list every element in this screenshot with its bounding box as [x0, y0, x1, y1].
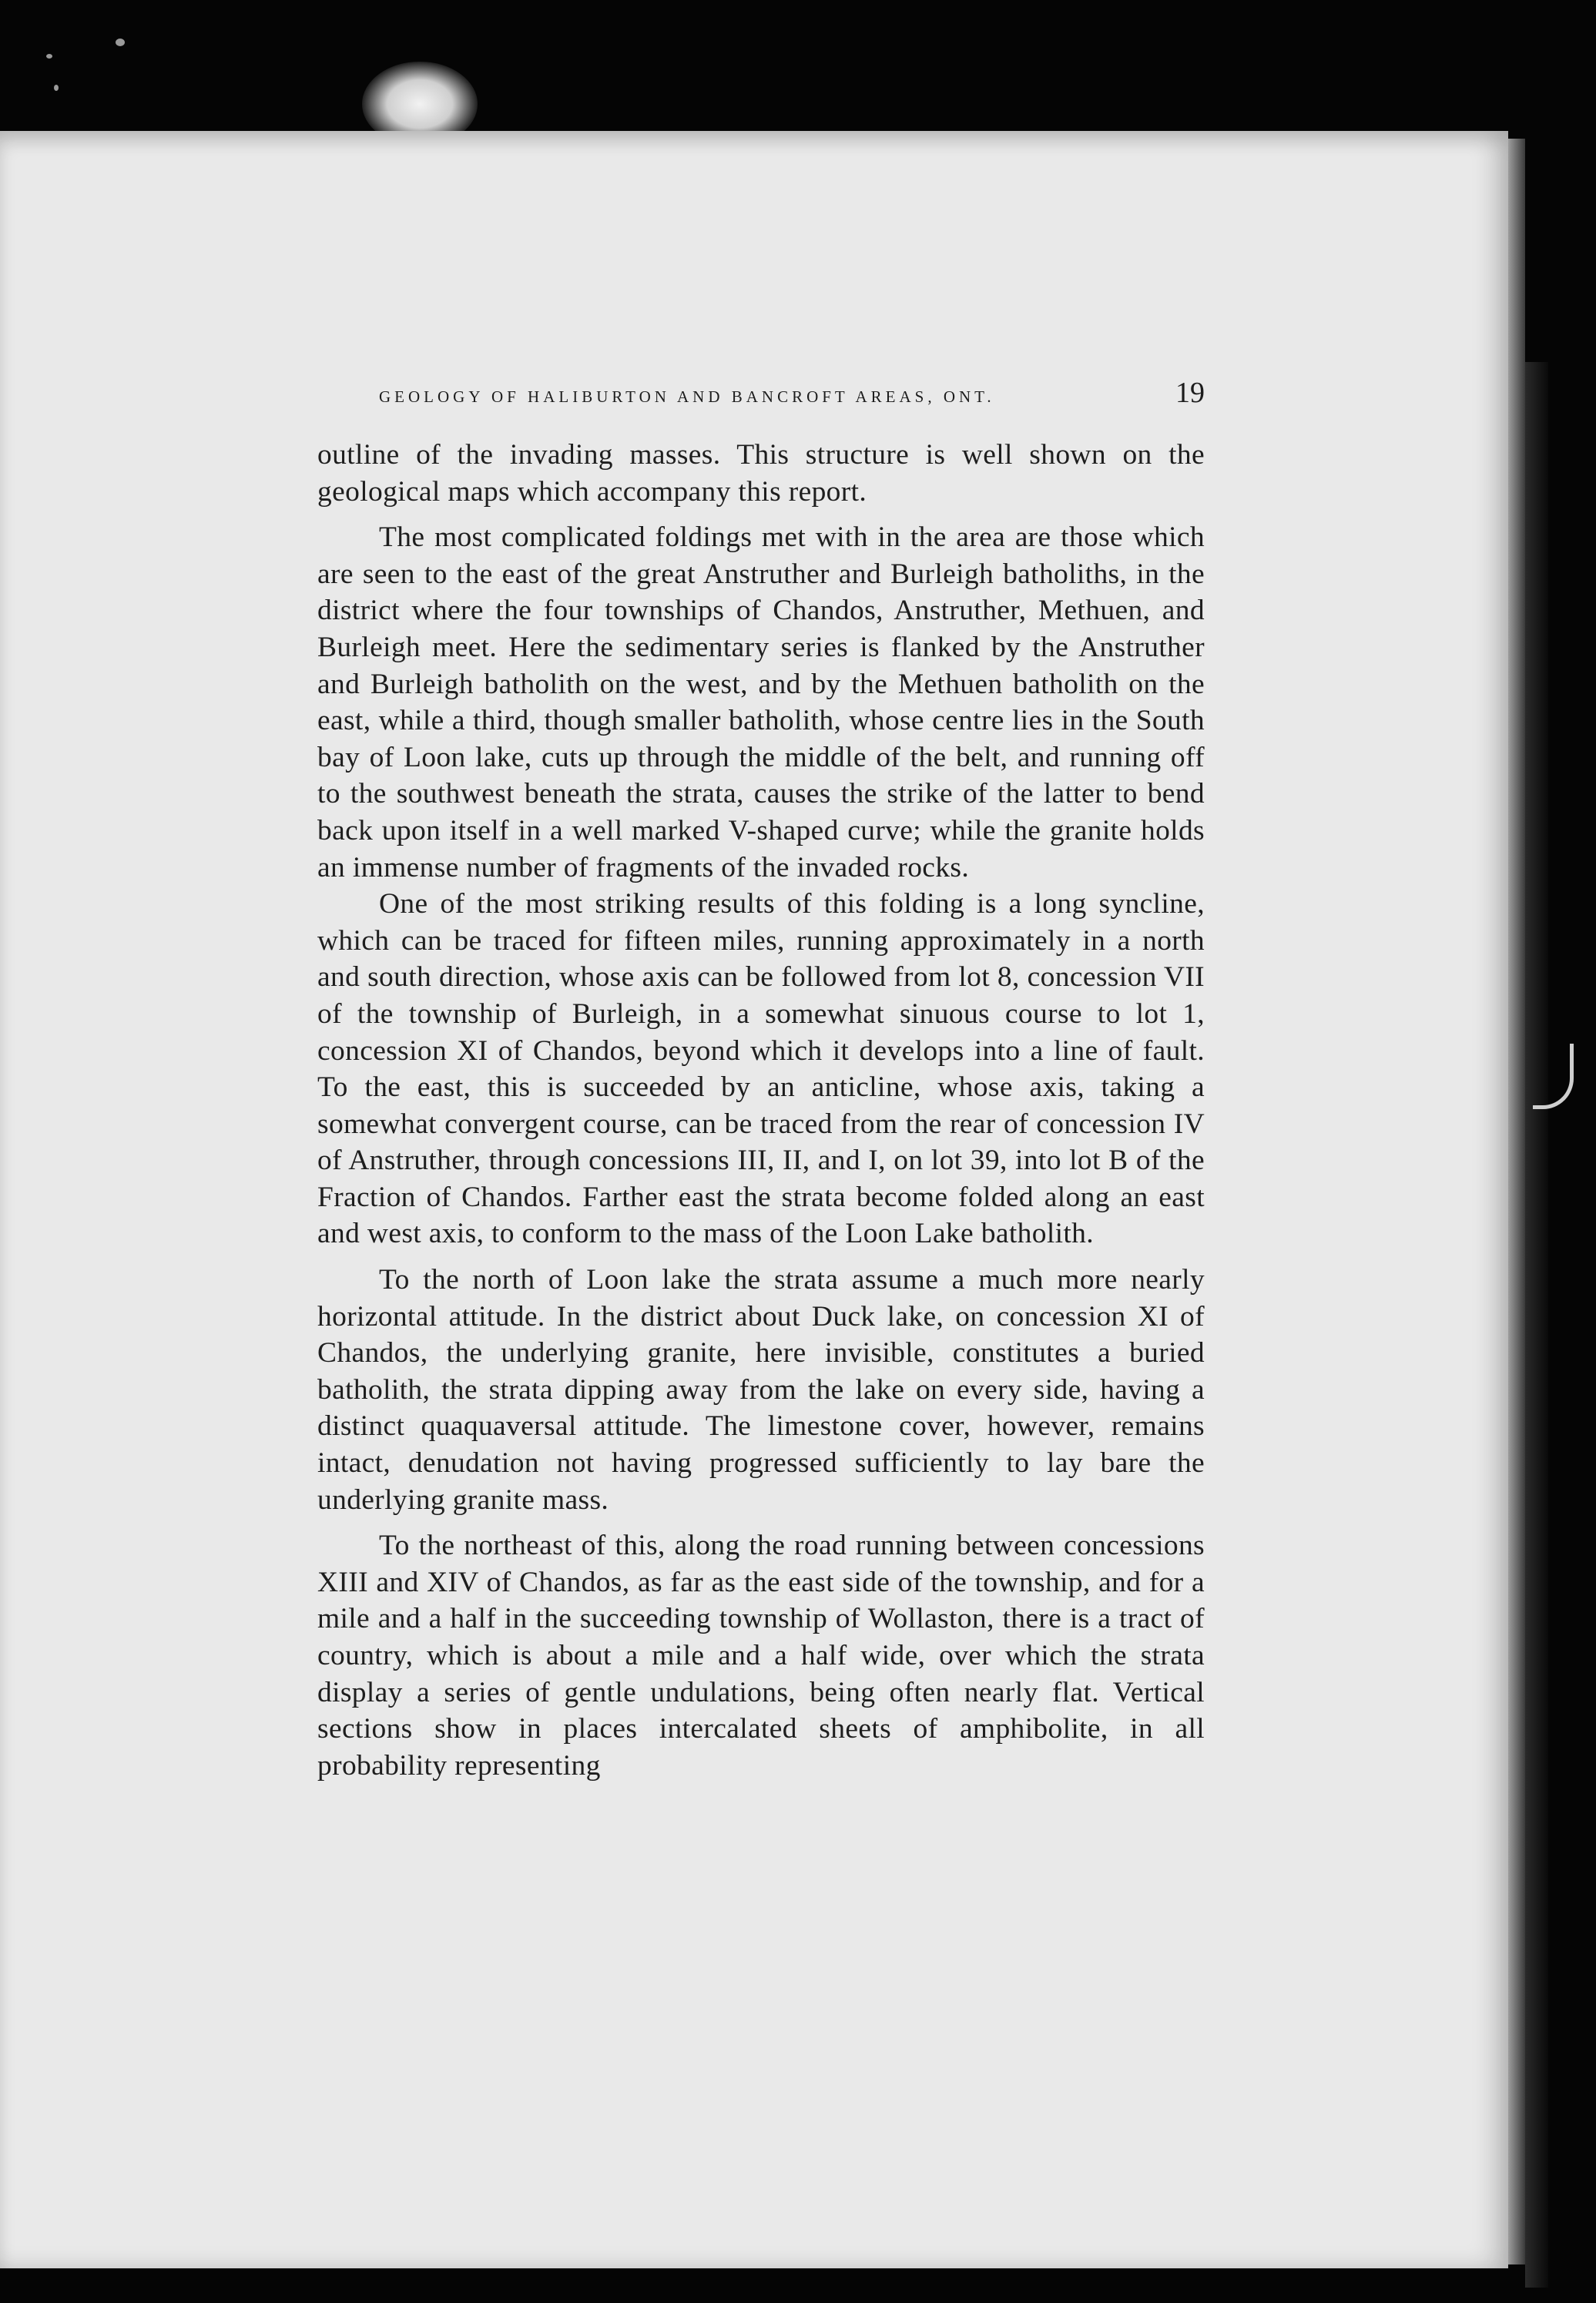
page-number: 19: [1175, 377, 1205, 409]
running-head: GEOLOGY OF HALIBURTON AND BANCROFT AREAS, ONT.: [379, 387, 995, 406]
film-specks: [31, 31, 154, 108]
binding-thread: [1533, 1044, 1574, 1109]
paragraph: To the northeast of this, along the road running between concessions XIII and XIV of Chandos, as far as the east side of the township, and for a mile and a half in the succeeding township of Wollaston, there is a tract of country, which is about a mile and a half wide, over which the strata display a series of gentle undulations, being often nearly flat. Vertical sections show in places intercalated sheets of amphibolite, in all probability representing: [317, 1530, 1205, 1782]
page-header: [379, 376, 1205, 414]
page-edge: [1508, 139, 1525, 2264]
paragraph-continued: outline of the invading masses. This structure is well shown on the geological maps which accompany this report.: [317, 439, 1205, 508]
paragraph: One of the most striking results of this folding is a long syncline, which can be traced for fifteen miles, running approximately in a north and south direction, whose axis can be followed from lot 8, concession VII of the township of Burleigh, in a somewhat sinuous course to lot 1, concession XI of Chandos, beyond which it develops into a line of fault. To the east, this is succeeded by an anticline, whose axis, taking a somewhat convergent course, can be traced from the rear of concession IV of Anstruther, through concessions III, II, and I, on lot 39, into lot B of the Fraction of Chandos. Farther east the strata become folded along an east and west axis, to conform to the mass of the Loon Lake batholith.: [317, 888, 1205, 1250]
body-text: [317, 437, 1205, 1784]
paragraph: To the north of Loon lake the strata assume a much more nearly horizontal attitude. In the district about Duck lake, on concession XI of Chandos, the underlying granite, here invisible, constitutes a buried batholith, the strata dipping away from the lake on every side, having a distinct quaquaversal attitude. The limestone cover, however, remains intact, denudation not having progressed sufficiently to lay bare the underlying granite mass.: [317, 1264, 1205, 1516]
paragraph: The most complicated foldings met with in the area are those which are seen to the east of the great Anstruther and Burleigh batholiths, in the district where the four townships of Chandos, Anstruther, Methuen, and Burleigh meet. Here the sedimentary series is flanked by the Anstruther and Burleigh batholith on the west, and by the Methuen batholith on the east, while a third, though smaller batholith, whose centre lies in the South bay of Loon lake, cuts up through the middle of the belt, and running off to the southwest beneath the strata, causes the strike of the latter to bend back upon itself in a well marked V-shaped curve; while the granite holds an immense number of fragments of the invaded rocks.: [317, 521, 1205, 883]
page-stack-edge: [1525, 362, 1548, 2288]
